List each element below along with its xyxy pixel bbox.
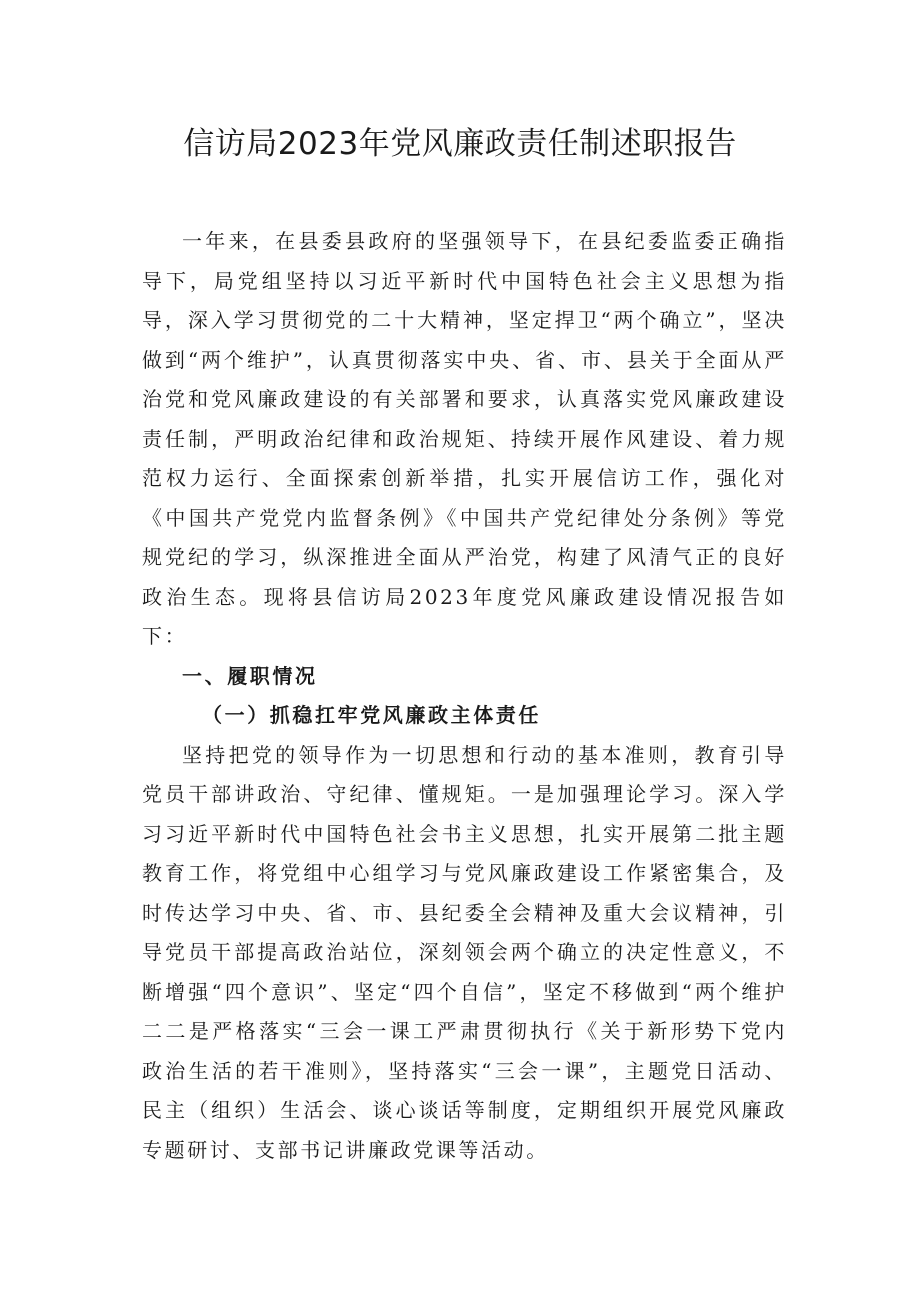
intro-paragraph: 一年来，在县委县政府的坚强领导下，在县纪委监委正确指导下，局党组坚持以习近平新时代中国特色社会主义思想为指导，深入学习贯彻党的二十大精神，坚定捍卫“两个确立”，坚决做到“两个维护”，认真贯彻落实中央、省、市、县关于全面从严治党和党风廉政建设的有关部署和要求，认真落实党风廉政建设责任制，严明政治纪律和政治规矩、持续开展作风建设、着力规范权力运行、全面探索创新举措，扎实开展信访工作，强化对《中国共产党党内监督条例》《中国共产党纪律处分条例》等党规党纪的学习，纵深推进全面从严治党，构建了风清气正的良好政治生态。现将县信访局2023年度党风廉政建设情况报告如下： [142,229,787,648]
document-body [142,222,787,1170]
document-title: 信访局2023年党风廉政责任制述职报告 [183,126,737,162]
subsection-heading-responsibility: （一）抓稳扛牢党风廉政主体责任 [202,703,541,727]
subsection-paragraph: 坚持把党的领导作为一切思想和行动的基本准则，教育引导党员干部讲政治、守纪律、懂规矩。一是加强理论学习。深入学习习近平新时代中国特色社会书主义思想，扎实开展第二批主题教育工作，将党组中心组学习与党风廉政建设工作紧密集合，及时传达学习中央、省、市、县纪委全会精神及重大会议精神，引导党员干部提高政治站位，深刻领会两个确立的决定性意义，不断增强“四个意识”、坚定“四个自信”，坚定不移做到“两个维护二二是严格落实“三会一课工严肃贯彻执行《关于新形势下党内政治生活的若干准则》，坚持落实“三会一课”，主题党日活动、民主（组织）生活会、谈心谈话等制度，定期组织开展党风廉政专题研讨、支部书记讲廉政党课等活动。 [142,742,787,1162]
section-heading-performance: 一、履职情况 [182,663,318,688]
